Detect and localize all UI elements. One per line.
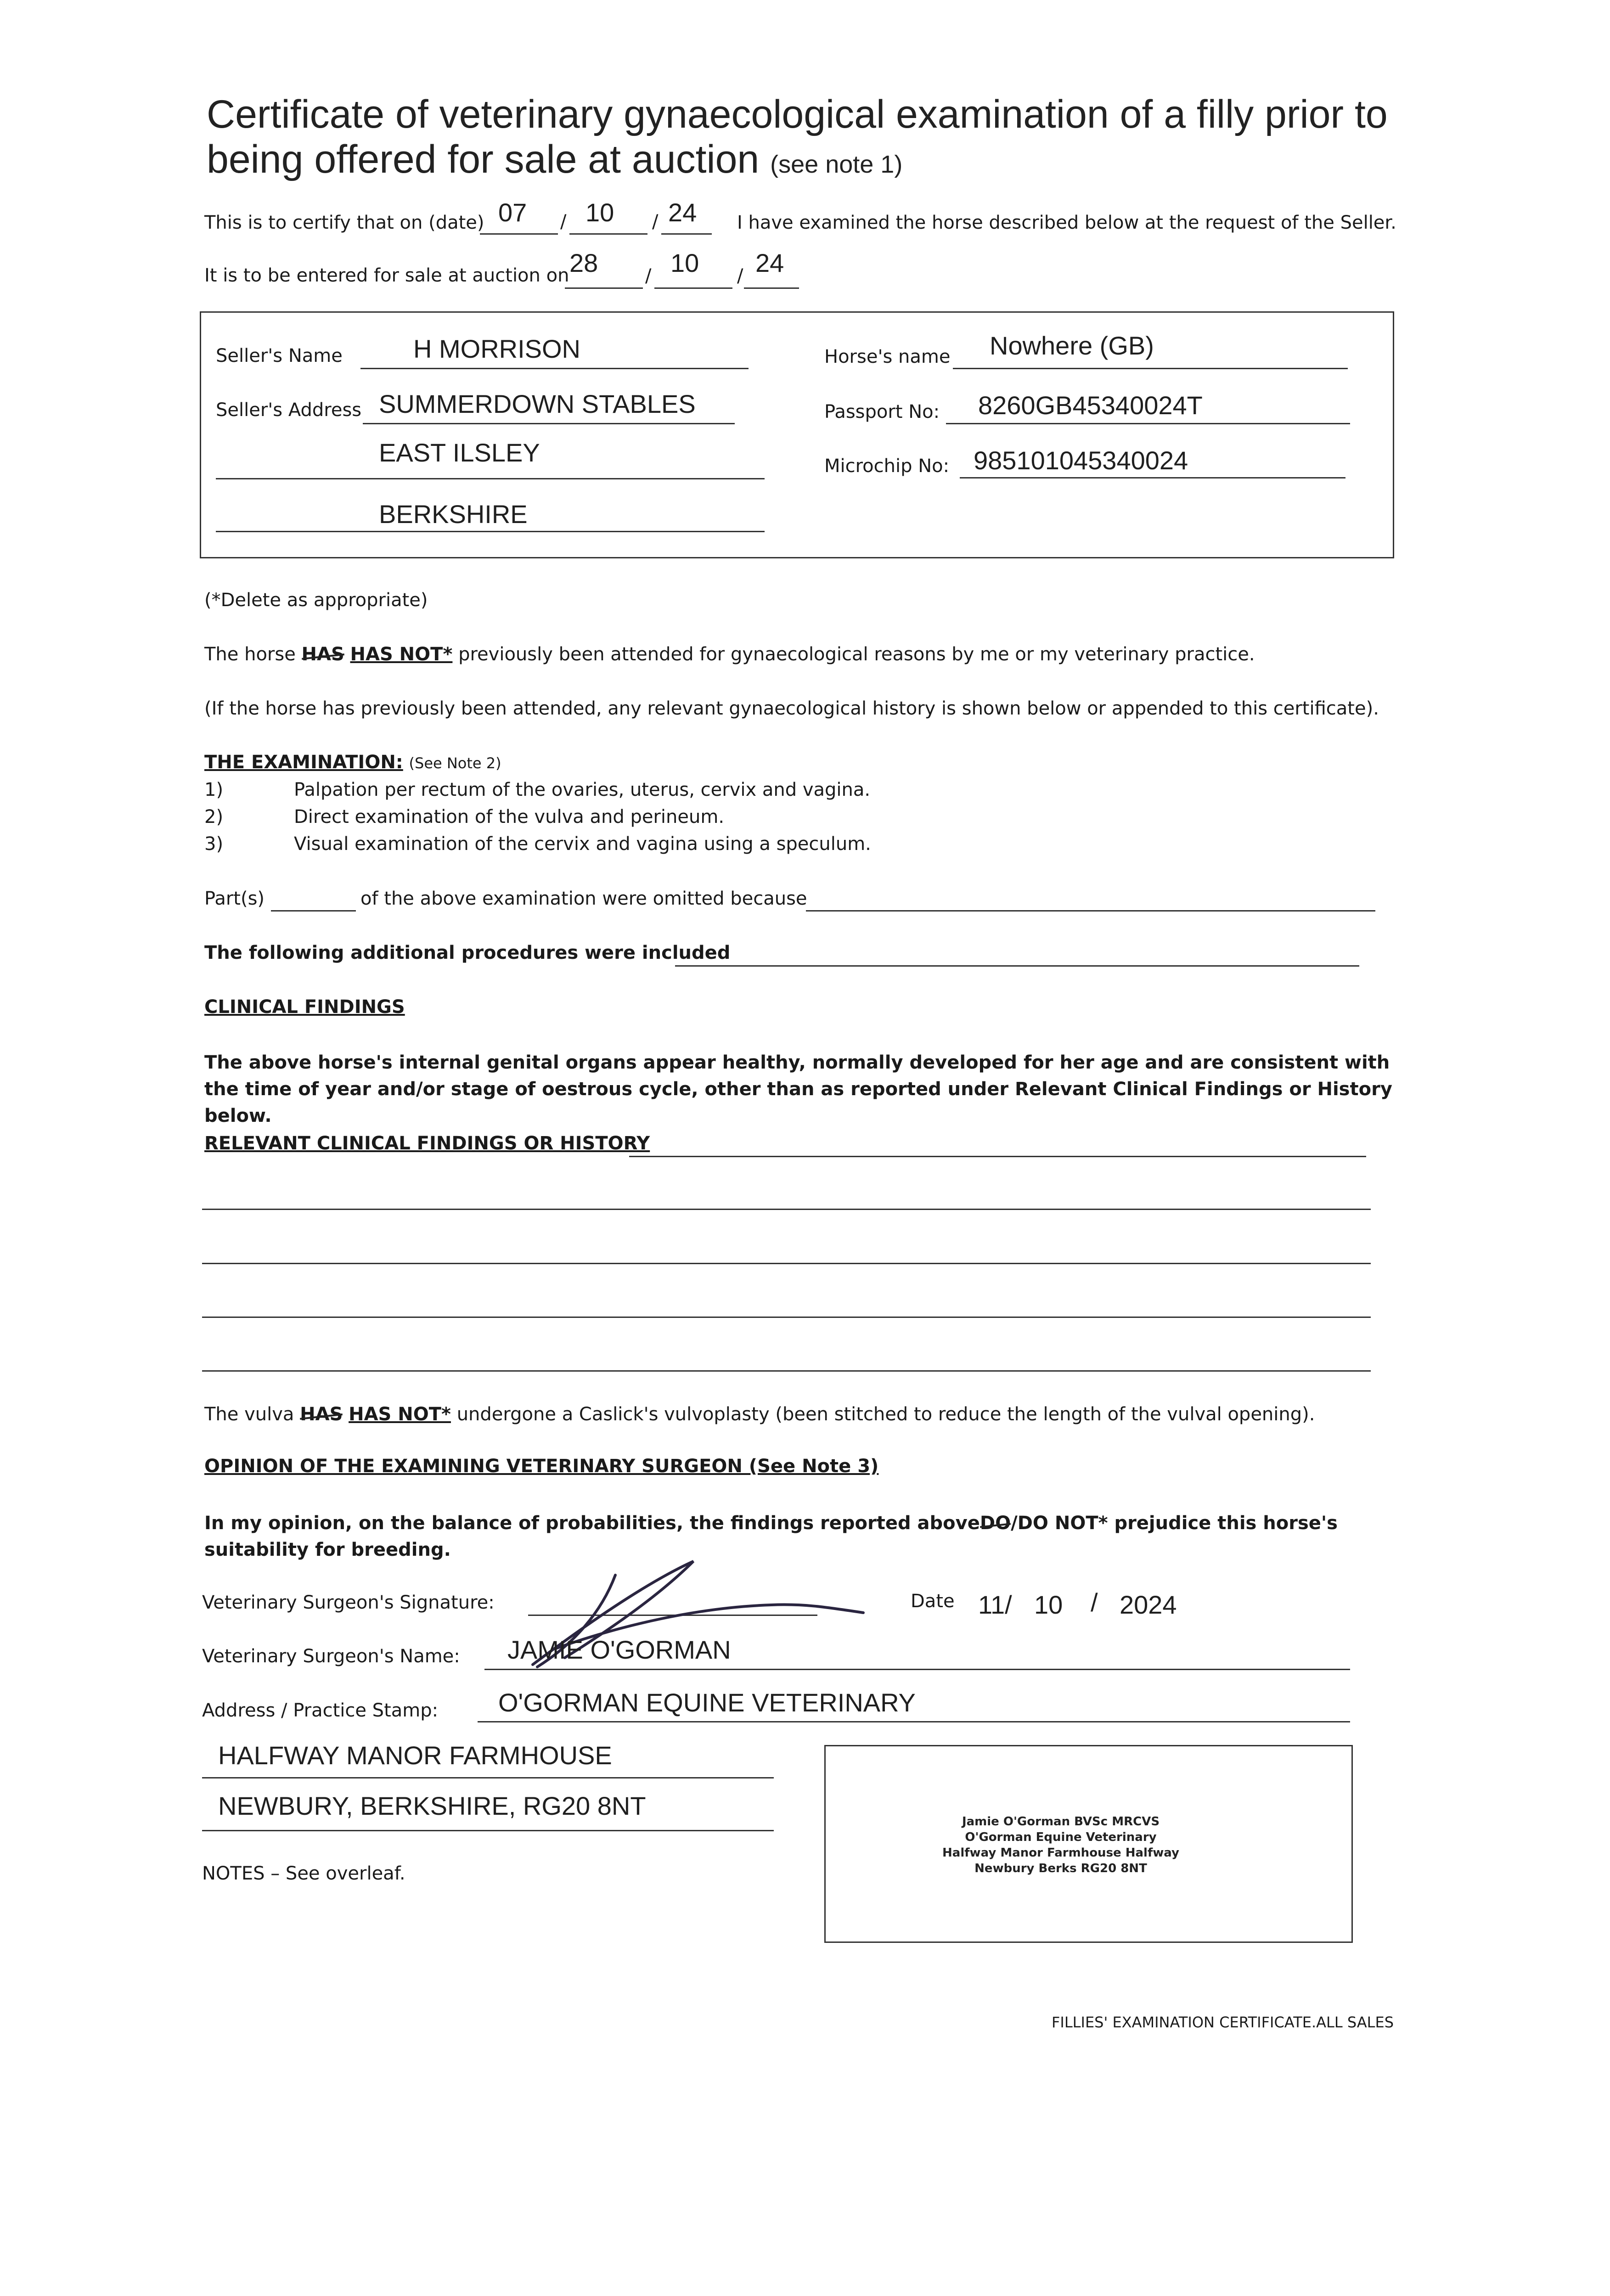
surgeon-name-label: Veterinary Surgeon's Name: (202, 1646, 460, 1667)
stamp-line-3: Halfway Manor Farmhouse Halfway (942, 1846, 1179, 1860)
attended-suffix: previously been attended for gynaecological reasons by me or my veterinary practice. (458, 644, 1255, 665)
horse-name-value: Nowhere (GB) (990, 331, 1154, 360)
certify-suffix: I have examined the horse described below at the request of the Seller. (737, 212, 1396, 233)
vulva-prefix: The vulva (204, 1404, 294, 1425)
date-sep: / (1091, 1588, 1098, 1617)
exam-item-2-text: Direct examination of the vulva and perineum. (294, 806, 725, 827)
date-day: 11/ (978, 1590, 1012, 1619)
exam-item-1-text: Palpation per rectum of the ovaries, uterus, cervix and vagina. (294, 779, 871, 800)
relevant-findings-field-4[interactable] (202, 1293, 1371, 1318)
examination-note: (See Note 2) (409, 754, 501, 772)
horse-name-label: Horse's name (824, 346, 951, 367)
date-sep-3: / (645, 265, 652, 287)
date-sep-1: / (560, 211, 567, 232)
auction-month-value: 10 (670, 248, 699, 277)
attended-prefix: The horse (204, 644, 296, 665)
relevant-findings-heading: RELEVANT CLINICAL FINDINGS OR HISTORY (204, 1133, 650, 1154)
examination-heading-text: THE EXAMINATION: (204, 752, 403, 773)
opinion-heading: OPINION OF THE EXAMINING VETERINARY SURGEON (See Note 3) (204, 1456, 879, 1477)
attended-struck: HAS (301, 644, 344, 665)
title-line-1: Certificate of veterinary gynaecological examination of a filly prior to (207, 92, 1388, 136)
title-line-2-text: being offered for sale at auction (207, 137, 760, 181)
stamp-line-4: Newbury Berks RG20 8NT (974, 1862, 1147, 1875)
clinical-heading: CLINICAL FINDINGS (204, 996, 405, 1018)
passport-value: 8260GB45340024T (978, 391, 1203, 420)
vulva-has-not: HAS NOT* (349, 1404, 451, 1425)
opinion-struck: DO (980, 1510, 1011, 1536)
certify-prefix: This is to certify that on (date) (204, 212, 484, 233)
notes-reference: NOTES – See overleaf. (202, 1863, 405, 1884)
omitted-reason-field[interactable] (806, 886, 1375, 912)
title-note: (see note 1) (770, 151, 903, 178)
omitted-parts-field[interactable] (271, 886, 356, 912)
delete-note: (*Delete as appropriate) (204, 590, 428, 611)
date-label: Date (911, 1591, 955, 1612)
relevant-findings-field-3[interactable] (202, 1239, 1371, 1264)
relevant-findings-field-2[interactable] (202, 1185, 1371, 1210)
document-title (207, 92, 1538, 187)
title-line-2 (207, 137, 1538, 187)
stamp-line-1: Jamie O'Gorman BVSc MRCVS (962, 1815, 1160, 1829)
opinion-text-a: In my opinion, on the balance of probabilities, the findings reported above (204, 1513, 980, 1534)
practice-stamp (900, 1814, 1222, 1876)
passport-label: Passport No: (824, 401, 940, 422)
seller-address-label: Seller's Address (216, 400, 362, 421)
opinion-statement (204, 1510, 1407, 1563)
practice-address-value-2: NEWBURY, BERKSHIRE, RG20 8NT (218, 1791, 646, 1820)
footer-label: FILLIES' EXAMINATION CERTIFICATE.ALL SALES (1052, 2014, 1394, 2031)
auction-year-value: 24 (755, 248, 784, 277)
date-sep-4: / (737, 265, 743, 287)
microchip-value: 985101045340024 (974, 446, 1188, 475)
surgeon-name-value: JAMIE O'GORMAN (507, 1635, 731, 1664)
exam-item-3-text: Visual examination of the cervix and vagina using a speculum. (294, 833, 871, 855)
signature-label: Veterinary Surgeon's Signature: (202, 1592, 495, 1613)
date-month: 10 (1034, 1590, 1063, 1619)
microchip-label: Microchip No: (824, 456, 950, 477)
additional-procedures-label: The following additional procedures were included (204, 942, 731, 963)
seller-address-value-3: BERKSHIRE (379, 500, 528, 529)
relevant-findings-field-1[interactable] (629, 1132, 1366, 1157)
seller-address-value-2: EAST ILSLEY (379, 438, 540, 467)
attended-has-not: HAS NOT* (350, 644, 453, 665)
seller-name-value: H MORRISON (413, 334, 580, 363)
history-note: (If the horse has previously been attended, any relevant gynaecological history is shown below or appended to this certificate). (204, 698, 1379, 719)
omitted-prefix: Part(s) (204, 888, 265, 909)
additional-procedures-field[interactable] (675, 941, 1359, 967)
exam-item-1-num: 1) (204, 779, 224, 800)
practice-stamp-label: Address / Practice Stamp: (202, 1700, 439, 1721)
vulva-struck: HAS (300, 1404, 343, 1425)
exam-year-value: 24 (668, 198, 697, 227)
stamp-line-2: O'Gorman Equine Veterinary (965, 1830, 1157, 1844)
opinion-text-b: /DO NOT* prejudice this horse's suitability for breeding. (204, 1513, 1338, 1560)
practice-address-value-1: HALFWAY MANOR FARMHOUSE (218, 1741, 612, 1770)
omitted-suffix: of the above examination were omitted because (360, 888, 807, 909)
auction-prefix: It is to be entered for sale at auction on (204, 265, 569, 286)
date-sep-2: / (652, 211, 659, 232)
relevant-findings-field-5[interactable] (202, 1346, 1371, 1372)
examination-heading (204, 751, 501, 775)
clinical-statement: The above horse's internal genital organs appear healthy, normally developed for her age and are consistent with the time of year and/or stage of oestrous cycle, other than as reported under Relevant Clinical Findings or History below. (204, 1052, 1392, 1126)
vulva-suffix: undergone a Caslick's vulvoplasty (been stitched to reduce the length of the vulval opening). (456, 1404, 1315, 1425)
vulva-statement (204, 1403, 1315, 1426)
exam-day-value: 07 (498, 198, 527, 227)
attended-statement (204, 643, 1255, 666)
seller-name-label: Seller's Name (216, 345, 343, 366)
exam-item-2-num: 2) (204, 806, 224, 827)
exam-item-3-num: 3) (204, 833, 224, 855)
practice-value: O'GORMAN EQUINE VETERINARY (498, 1688, 916, 1717)
auction-day-value: 28 (569, 248, 598, 277)
date-year: 2024 (1120, 1590, 1177, 1619)
seller-address-value-1: SUMMERDOWN STABLES (379, 389, 696, 418)
exam-month-value: 10 (585, 198, 614, 227)
